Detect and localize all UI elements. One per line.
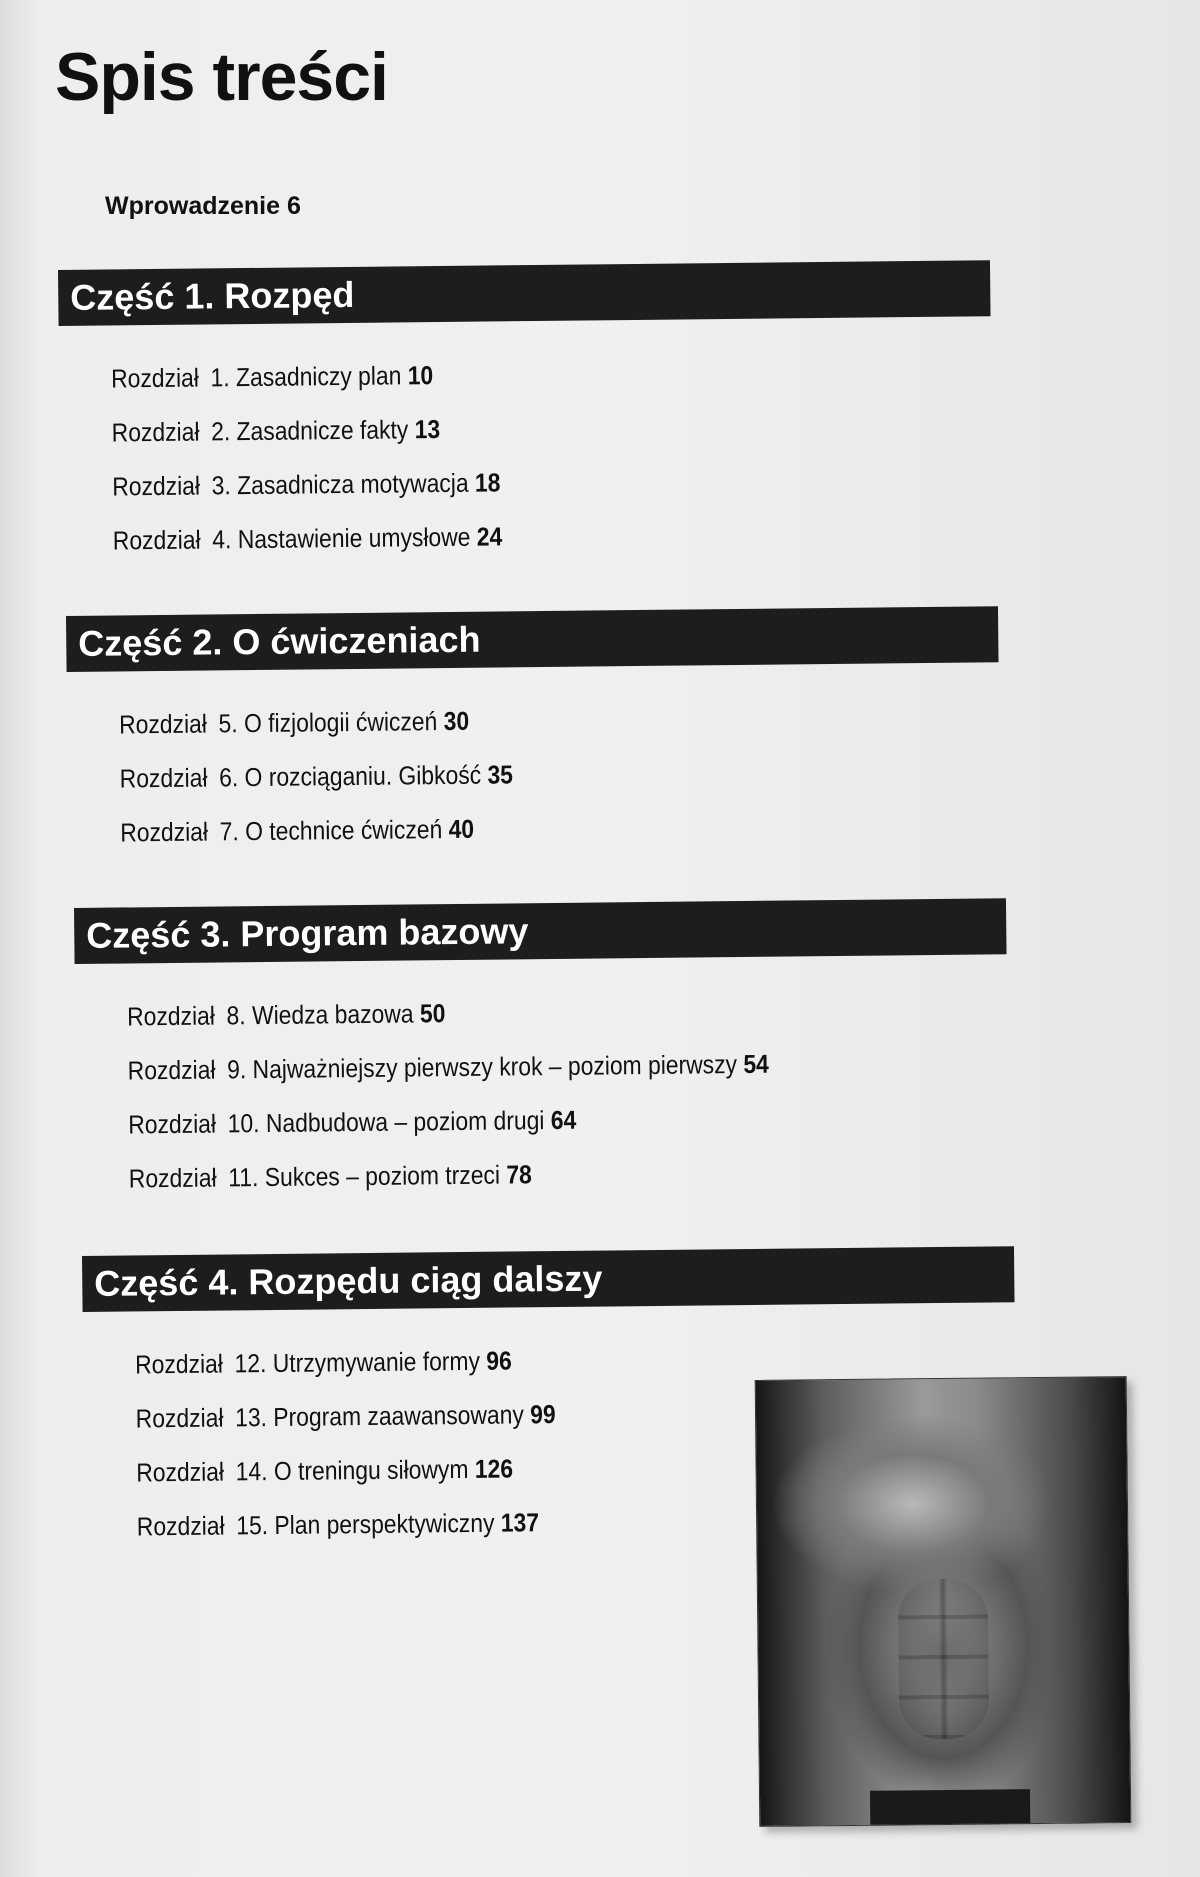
chapter-title: O rozciąganiu. Gibkość bbox=[244, 759, 482, 793]
toc-entry bbox=[129, 1143, 904, 1205]
chapter-page: 137 bbox=[500, 1507, 540, 1538]
chapter-label: Rozdział bbox=[120, 816, 209, 848]
part-title: Część 4. Rozpędu ciąg dalszy bbox=[82, 1246, 1015, 1312]
chapter-page: 13 bbox=[414, 414, 441, 445]
chapter-page: 30 bbox=[443, 705, 470, 737]
chapter-page: 64 bbox=[550, 1104, 577, 1136]
toc-entry bbox=[127, 1035, 902, 1097]
chapter-title: Plan perspektywiczny bbox=[274, 1507, 495, 1540]
chapter-page: 50 bbox=[419, 998, 446, 1029]
chapter-title: Sukces – poziom trzeci bbox=[264, 1159, 501, 1193]
intro-page: 6 bbox=[286, 192, 301, 220]
chapter-label: Rozdział bbox=[118, 708, 208, 740]
chapter-number: 2. bbox=[210, 416, 231, 447]
chapter-page: 96 bbox=[486, 1345, 512, 1376]
chapter-title: O treningu siłowym bbox=[273, 1453, 469, 1487]
chapter-page: 78 bbox=[506, 1159, 532, 1190]
toc-entry bbox=[119, 743, 894, 805]
chapter-label: Rozdział bbox=[136, 1510, 225, 1542]
toc-entry bbox=[111, 397, 886, 459]
chapter-label: Rozdział bbox=[126, 1000, 216, 1032]
chapter-number: 7. bbox=[219, 816, 239, 847]
chapter-title: O fizjologii ćwiczeń bbox=[243, 706, 438, 739]
toc-entry bbox=[128, 1089, 903, 1151]
chapter-page: 35 bbox=[487, 759, 514, 790]
chapter-label: Rozdział bbox=[128, 1108, 217, 1140]
chapter-label: Rozdział bbox=[112, 524, 201, 556]
chapter-page: 24 bbox=[476, 521, 503, 552]
chapter-title: Najważniejszy pierwszy krok – poziom pierwszy bbox=[252, 1049, 738, 1085]
chapter-label: Rozdział bbox=[128, 1162, 217, 1194]
part-1 bbox=[58, 260, 993, 568]
chapter-title: Wiedza bazowa bbox=[251, 998, 414, 1031]
chapter-number: 10. bbox=[227, 1108, 260, 1139]
chapter-title: Utrzymywanie formy bbox=[272, 1345, 481, 1379]
chapter-page: 10 bbox=[407, 360, 434, 391]
chapter-number: 13. bbox=[234, 1402, 268, 1433]
intro-entry bbox=[105, 192, 301, 221]
chapter-label: Rozdział bbox=[134, 1348, 224, 1380]
chapter-page: 126 bbox=[474, 1453, 514, 1484]
part-2 bbox=[66, 606, 1001, 860]
abs-shading bbox=[898, 1579, 990, 1740]
toc-entry bbox=[111, 343, 886, 405]
chapter-page: 18 bbox=[474, 467, 501, 498]
chapter-list bbox=[111, 342, 993, 567]
toc-entry bbox=[113, 505, 888, 567]
chapter-title: Zasadnicze fakty bbox=[236, 414, 409, 447]
chapter-label: Rozdział bbox=[136, 1456, 225, 1488]
toc-entry bbox=[120, 797, 895, 859]
chapter-label: Rozdział bbox=[135, 1402, 224, 1434]
chapter-page: 54 bbox=[743, 1048, 769, 1079]
chapter-number: 3. bbox=[211, 470, 231, 501]
chapter-title: Nadbudowa – poziom drugi bbox=[265, 1105, 545, 1139]
toc-entry bbox=[112, 451, 887, 513]
torso-photo bbox=[755, 1376, 1132, 1827]
chapter-label: Rozdział bbox=[119, 762, 208, 794]
chapter-label: Rozdział bbox=[127, 1054, 216, 1086]
page-title: Spis treści bbox=[55, 39, 388, 115]
chapter-page: 99 bbox=[530, 1399, 556, 1430]
chapter-title: Zasadniczy plan bbox=[235, 360, 402, 393]
toc-entry bbox=[119, 689, 894, 751]
chapter-label: Rozdział bbox=[112, 470, 201, 502]
chapter-list bbox=[119, 688, 1001, 859]
chapter-list bbox=[127, 980, 1009, 1205]
toc-entry bbox=[127, 981, 902, 1043]
chapter-number: 1. bbox=[210, 362, 230, 393]
part-title: Część 2. O ćwiczeniach bbox=[66, 606, 999, 672]
intro-label: Wprowadzenie bbox=[105, 192, 281, 220]
chapter-number: 12. bbox=[234, 1348, 267, 1379]
chapter-number: 6. bbox=[218, 762, 239, 793]
chapter-number: 15. bbox=[236, 1510, 269, 1541]
chapter-number: 11. bbox=[228, 1162, 259, 1193]
chapter-number: 4. bbox=[212, 524, 232, 555]
part-title: Część 3. Program bazowy bbox=[74, 898, 1007, 964]
part-3 bbox=[74, 898, 1009, 1206]
chapter-number: 5. bbox=[218, 708, 238, 739]
chapter-title: Program zaawansowany bbox=[273, 1399, 525, 1433]
chapter-title: Nastawienie umysłowe bbox=[237, 521, 471, 555]
chapter-number: 8. bbox=[226, 1000, 246, 1031]
chapter-title: Zasadnicza motywacja bbox=[236, 467, 469, 501]
part-title: Część 1. Rozpęd bbox=[58, 260, 991, 326]
chapter-number: 14. bbox=[235, 1456, 268, 1487]
chapter-title: O technice ćwiczeń bbox=[244, 814, 443, 847]
chapter-number: 9. bbox=[226, 1054, 247, 1085]
chapter-label: Rozdział bbox=[110, 362, 200, 394]
chapter-label: Rozdział bbox=[111, 416, 200, 448]
shorts-shading bbox=[870, 1789, 1030, 1825]
chapter-page: 40 bbox=[448, 813, 475, 845]
